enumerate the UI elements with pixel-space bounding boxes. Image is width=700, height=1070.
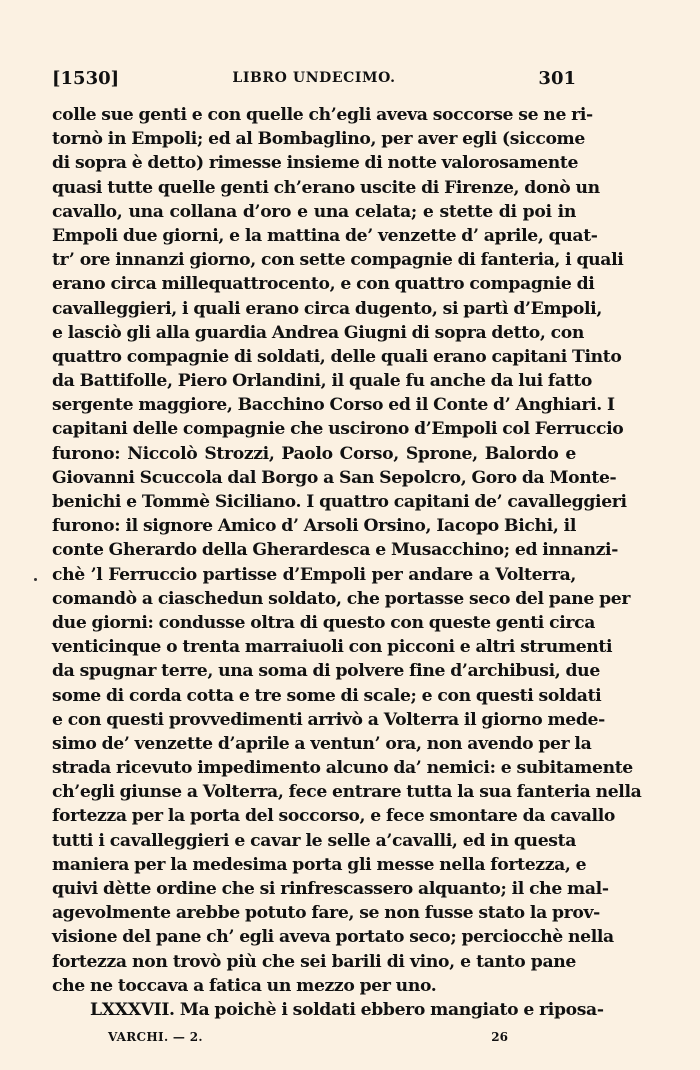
- text-line: tr’ ore innanzi giorno, con sette compagnie di fanteria, i quali: [52, 250, 624, 271]
- text-line: di sopra è detto) rimesse insieme di notte valorosamente: [52, 153, 579, 174]
- text-line: benichi e Tommè Siciliano. I quattro capitani de’ cavalleggieri: [52, 492, 627, 512]
- text-line: strada ricevuto impedimento alcuno da’ nemici: e subitamente: [52, 758, 633, 779]
- text-line: colle sue genti e con quelle ch’egli aveva soccorse se ne ri-: [52, 105, 593, 125]
- text-line: maniera per la medesima porta gli messe nella fortezza, e: [52, 854, 587, 875]
- text-line: ch’egli giunse a Volterra, fece entrare tutta la sua fanteria nella: [52, 782, 642, 803]
- text-line: furono: Niccolò Strozzi, Paolo Corso, Sprone, Balordo e: [52, 443, 576, 464]
- text-line: erano circa millequattrocento, e con quattro compagnie di: [52, 274, 595, 295]
- text-line: comandò a ciaschedun soldato, che portasse seco del pane per: [52, 588, 631, 609]
- signature-mark: VARCHI. — 2.: [108, 1030, 203, 1044]
- body-text: [52, 103, 642, 1022]
- text-line: simo de’ venzette d’aprile a ventun’ ora, non avendo per la: [52, 733, 592, 754]
- text-line: quattro compagnie di soldati, delle quali erano capitani Tinto: [52, 346, 622, 367]
- text-line: conte Gherardo della Gherardesca e Musacchino; ed innanzi-: [52, 540, 619, 561]
- header-year: [1530]: [52, 68, 120, 89]
- text-line: e lasciò gli alla guardia Andrea Giugni di sopra detto, con: [52, 322, 585, 343]
- text-line: e con questi provvedimenti arrivò a Volterra il giorno mede-: [52, 709, 605, 730]
- header-title: LIBRO UNDECIMO.: [232, 70, 396, 86]
- text-line: fortezza per la porta del soccorso, e fece smontare da cavallo: [52, 806, 616, 827]
- margin-dot: [34, 578, 37, 581]
- text-line: capitani delle compagnie che uscirono d’Empoli col Ferruccio: [52, 419, 624, 440]
- text-line: chè ’l Ferruccio partisse d’Empoli per andare a Volterra,: [52, 564, 576, 585]
- text-line: sergente maggiore, Bacchino Corso ed il Conte d’ Anghiari. I: [52, 395, 615, 416]
- text-line: da spugnar terre, una soma di polvere fine d’archibusi, due: [52, 661, 600, 682]
- text-line: Empoli due giorni, e la mattina de’ venzette d’ aprile, quat-: [52, 225, 598, 246]
- page-footer: [108, 1030, 508, 1048]
- text-line: tornò in Empoli; ed al Bombaglino, per aver egli (siccome: [52, 129, 585, 150]
- text-line: some di corda cotta e tre some di scale; e con questi soldati: [52, 685, 602, 706]
- text-line: agevolmente arebbe potuto fare, se non fusse stato la prov-: [52, 903, 600, 924]
- text-line: Giovanni Scuccola dal Borgo a San Sepolcro, Goro da Monte-: [52, 467, 617, 488]
- text-line: quasi tutte quelle genti ch’erano uscite di Firenze, donò un: [52, 177, 600, 198]
- text-line: cavallo, una collana d’oro e una celata; e stette di poi in: [52, 201, 576, 222]
- text-line: tutti i cavalleggieri e cavar le selle a’cavalli, ed in questa: [52, 830, 576, 851]
- sheet-number: 26: [491, 1030, 508, 1044]
- text-line: venticinque o trenta marraiuoli con picconi e altri strumenti: [52, 637, 613, 658]
- text-line: furono: il signore Amico d’ Arsoli Orsino, Iacopo Bichi, il: [52, 516, 576, 537]
- running-header: [52, 68, 576, 94]
- text-line: fortezza non trovò più che sei barili di vino, e tanto pane: [52, 951, 576, 972]
- section-start-line: LXXXVII. Ma poichè i soldati ebbero mangiato e riposa-: [90, 999, 604, 1020]
- text-line: da Battifolle, Piero Orlandini, il quale fu anche da lui fatto: [52, 371, 593, 392]
- text-line: visione del pane ch’ egli aveva portato seco; perciocchè nella: [52, 927, 614, 948]
- text-line: che ne toccava a fatica un mezzo per uno.: [52, 975, 437, 996]
- text-line: quivi dètte ordine che si rinfrescassero alquanto; il che mal-: [52, 879, 609, 899]
- text-line: due giorni: condusse oltra di questo con queste genti circa: [52, 612, 596, 633]
- text-line: cavalleggieri, i quali erano circa dugento, si partì d’Empoli,: [52, 298, 602, 319]
- header-page-number: 301: [538, 68, 576, 89]
